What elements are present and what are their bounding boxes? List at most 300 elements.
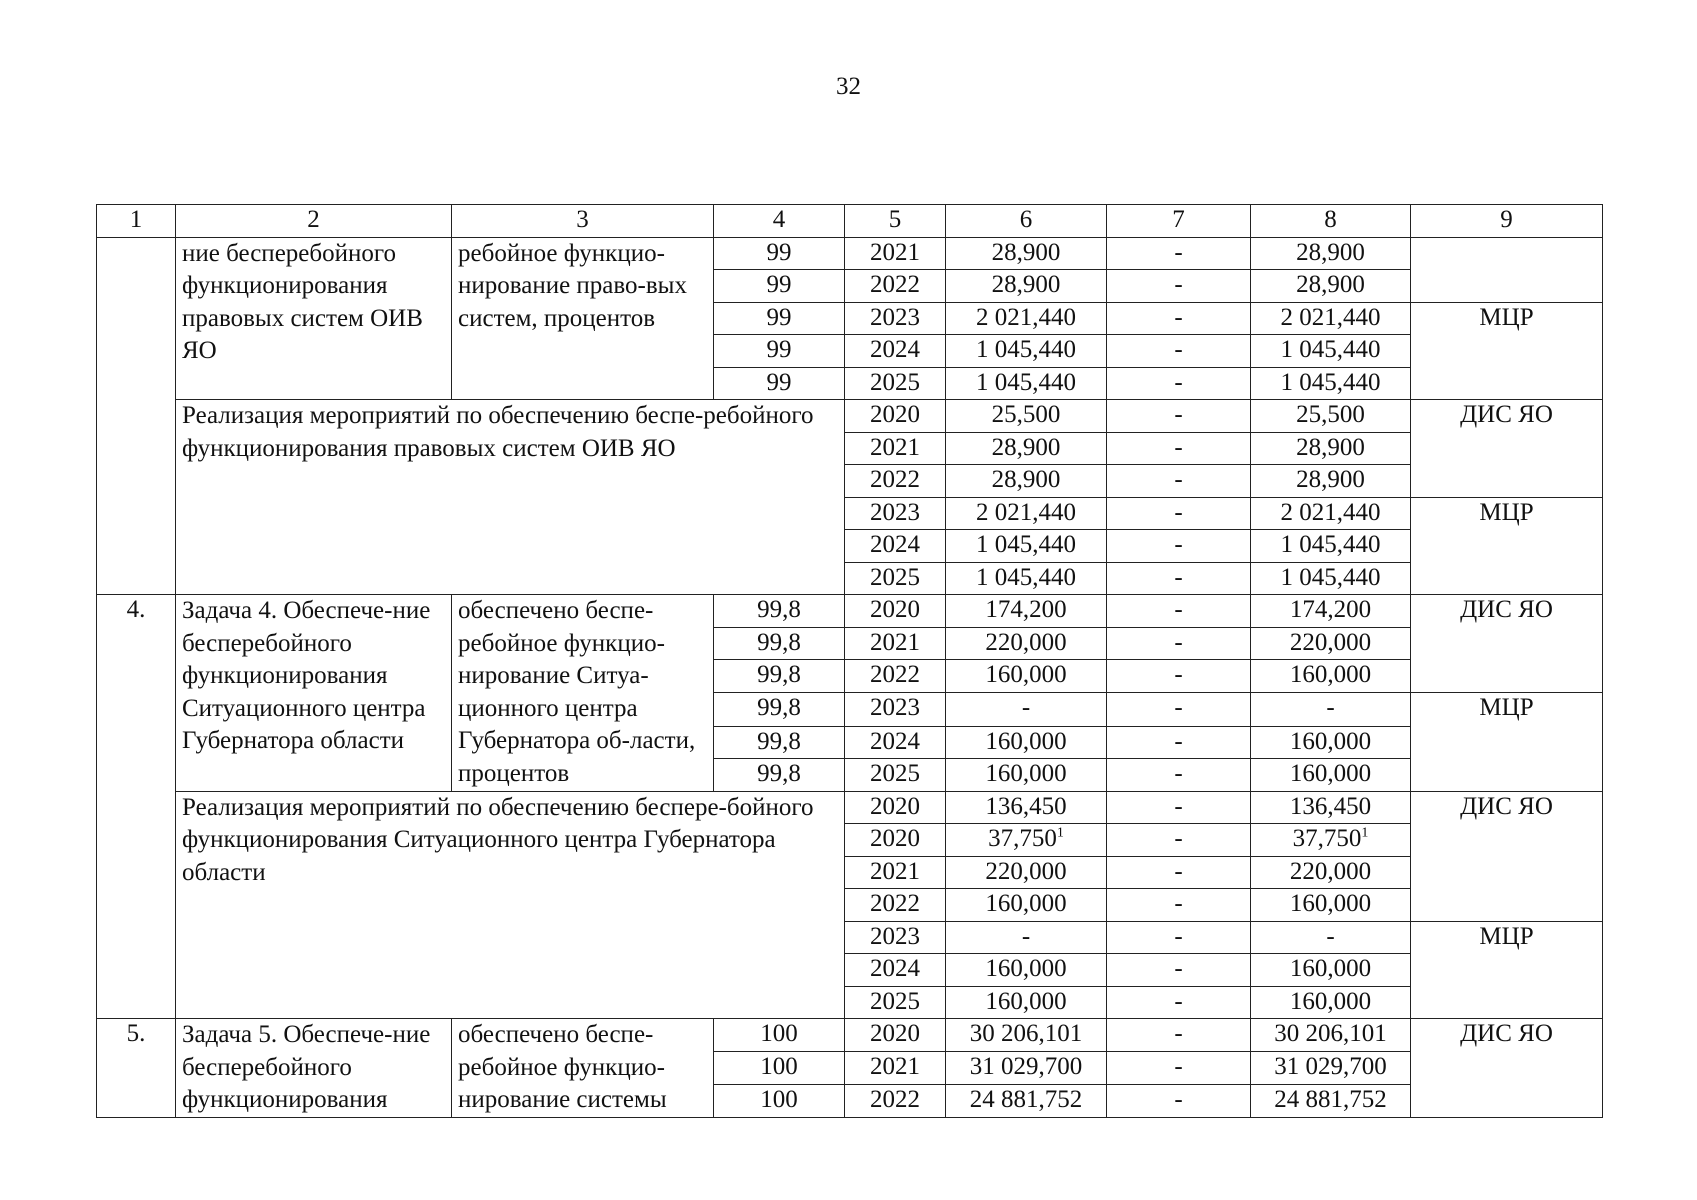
- target-cell: [714, 335, 845, 368]
- total-cell-text: 28,900: [991, 433, 1061, 461]
- total-cell: [946, 237, 1107, 270]
- year-cell: [845, 1084, 946, 1117]
- goal-cell-text: ние бесперебойного функционирования правовых систем ОИВ ЯО: [182, 239, 423, 365]
- federal-cell: [1107, 660, 1251, 693]
- header-cell-3: [452, 205, 714, 238]
- indicator-cell: [452, 1019, 714, 1118]
- executor-cell: [1411, 302, 1603, 400]
- regional-cell: [1251, 759, 1411, 792]
- executor-cell: [1411, 497, 1603, 595]
- header-cell-7: [1107, 205, 1251, 238]
- target-cell-text: 99,8: [757, 727, 801, 755]
- regional-cell: [1251, 530, 1411, 563]
- footnote-mark: 1: [1361, 825, 1369, 841]
- executor-cell-text: ДИС ЯО: [1460, 1020, 1553, 1048]
- year-cell: [845, 1051, 946, 1084]
- activity-cell-text: Реализация мероприятий по обеспечению беспе-ребойного функционирования правовых систем ОИВ ЯО: [182, 402, 814, 462]
- year-cell-text: 2024: [870, 727, 920, 755]
- total-cell: [946, 726, 1107, 759]
- year-cell-text: 2021: [870, 433, 920, 461]
- year-cell: [845, 889, 946, 922]
- year-cell-text: 2022: [870, 466, 920, 493]
- executor-cell-text: МЦР: [1479, 922, 1534, 950]
- total-cell: [946, 1019, 1107, 1052]
- federal-cell-text: -: [1174, 792, 1183, 820]
- year-cell: [845, 432, 946, 465]
- year-cell: [845, 497, 946, 530]
- regional-cell-text: 28,900: [1296, 466, 1365, 493]
- header-cell-9-text: 9: [1500, 206, 1513, 233]
- total-cell: [946, 889, 1107, 922]
- year-cell-text: 2023: [870, 303, 920, 331]
- total-cell-text: -: [1021, 693, 1031, 721]
- year-cell: [845, 367, 946, 400]
- regional-cell: [1251, 1084, 1411, 1117]
- federal-cell: [1107, 1051, 1251, 1084]
- year-cell-text: 2024: [870, 955, 920, 983]
- year-cell-text: 2023: [870, 498, 920, 526]
- federal-cell-text: -: [1174, 693, 1183, 721]
- total-cell-text: 174,200: [985, 596, 1067, 623]
- header-cell-6-text: 6: [1019, 206, 1033, 233]
- year-cell-text: 2020: [870, 401, 920, 428]
- year-cell: [845, 692, 946, 726]
- regional-cell: [1251, 986, 1411, 1019]
- total-cell: [946, 302, 1107, 335]
- federal-cell: [1107, 400, 1251, 433]
- federal-cell: [1107, 759, 1251, 792]
- year-cell-text: 2025: [870, 563, 920, 591]
- total-cell: [946, 986, 1107, 1019]
- federal-cell-text: -: [1174, 401, 1183, 428]
- federal-cell: [1107, 921, 1251, 954]
- total-cell-text: 160,000: [985, 727, 1067, 755]
- total-cell-text: -: [1021, 922, 1031, 950]
- federal-cell-text: -: [1174, 466, 1183, 493]
- header-cell-2-text: 2: [307, 206, 320, 233]
- regional-cell: [1251, 497, 1411, 530]
- federal-cell: [1107, 986, 1251, 1019]
- executor-cell: [1411, 237, 1603, 302]
- total-cell: [946, 954, 1107, 987]
- federal-cell: [1107, 302, 1251, 335]
- target-cell: [714, 595, 845, 628]
- year-cell: [845, 562, 946, 595]
- regional-cell: [1251, 595, 1411, 628]
- federal-cell: [1107, 726, 1251, 759]
- total-cell-text: 25,500: [991, 401, 1061, 428]
- regional-cell-text: -: [1326, 922, 1335, 950]
- executor-cell: [1411, 692, 1603, 791]
- total-cell-text: 160,000: [985, 955, 1067, 983]
- federal-cell: [1107, 270, 1251, 303]
- target-cell-text: 99: [766, 271, 792, 298]
- regional-cell-text: 1 045,440: [1280, 563, 1381, 591]
- header-cell-9: [1411, 205, 1603, 238]
- year-cell: [845, 595, 946, 628]
- total-cell-text: 24 881,752: [969, 1085, 1083, 1113]
- footnote-mark: 1: [1056, 825, 1064, 841]
- total-cell: [946, 432, 1107, 465]
- year-cell: [845, 302, 946, 335]
- regional-cell-text: 220,000: [1289, 857, 1372, 885]
- total-cell: [946, 562, 1107, 595]
- year-cell: [845, 1019, 946, 1052]
- header-cell-6: [946, 205, 1107, 238]
- federal-cell-text: -: [1174, 531, 1183, 558]
- year-cell-text: 2021: [870, 1052, 920, 1080]
- program-table: [96, 204, 1603, 1118]
- executor-cell-text: ДИС ЯО: [1460, 596, 1553, 623]
- regional-cell: [1251, 889, 1411, 922]
- federal-cell-text: -: [1174, 1085, 1183, 1113]
- regional-cell: [1251, 921, 1411, 954]
- target-cell-text: 99,8: [757, 693, 801, 721]
- regional-cell-text: 220,000: [1289, 628, 1372, 656]
- target-cell-text: 100: [760, 1052, 798, 1080]
- federal-cell: [1107, 465, 1251, 498]
- executor-cell-text: ДИС ЯО: [1460, 792, 1553, 820]
- header-cell-5: [845, 205, 946, 238]
- total-cell: [946, 335, 1107, 368]
- federal-cell: [1107, 595, 1251, 628]
- table-row: [97, 595, 1603, 628]
- target-cell: [714, 367, 845, 400]
- item-number-cell: [97, 595, 176, 1019]
- federal-cell-text: -: [1174, 825, 1183, 853]
- federal-cell-text: -: [1174, 238, 1183, 266]
- federal-cell: [1107, 562, 1251, 595]
- year-cell-text: 2022: [870, 271, 920, 298]
- item-number-cell-text: 4.: [126, 596, 146, 623]
- federal-cell-text: -: [1174, 596, 1183, 623]
- year-cell-text: 2021: [870, 857, 920, 885]
- federal-cell: [1107, 432, 1251, 465]
- table-row: [97, 237, 1603, 270]
- table-row: [97, 400, 1603, 433]
- regional-cell: [1251, 237, 1411, 270]
- federal-cell: [1107, 627, 1251, 660]
- activity-cell: [176, 791, 845, 1019]
- total-cell: [946, 921, 1107, 954]
- header-cell-5-text: 5: [888, 206, 902, 233]
- total-cell: [946, 692, 1107, 726]
- target-cell: [714, 692, 845, 726]
- regional-cell: [1251, 692, 1411, 726]
- total-cell-text: 160,000: [985, 987, 1067, 1015]
- goal-cell-text: Задача 4. Обеспече-ние бесперебойного функционирования Ситуационного центра Губернатора области: [182, 597, 431, 755]
- year-cell-text: 2020: [870, 825, 920, 853]
- target-cell: [714, 627, 845, 660]
- regional-cell-text: 2 021,440: [1280, 498, 1381, 526]
- federal-cell-text: -: [1174, 433, 1183, 461]
- indicator-cell-text: обеспечено беспе-ребойное функцио-нирование Ситуа-ционного центра Губернатора об-ласти, процентов: [458, 597, 696, 787]
- federal-cell-text: -: [1174, 1052, 1183, 1080]
- year-cell: [845, 530, 946, 563]
- year-cell: [845, 237, 946, 270]
- total-cell: [946, 530, 1107, 563]
- year-cell-text: 2025: [870, 368, 920, 396]
- regional-cell-text: 37,750: [1292, 825, 1362, 853]
- year-cell: [845, 660, 946, 693]
- regional-cell: [1251, 432, 1411, 465]
- year-cell: [845, 954, 946, 987]
- federal-cell: [1107, 889, 1251, 922]
- year-cell-text: 2025: [870, 760, 920, 788]
- federal-cell: [1107, 335, 1251, 368]
- regional-cell: [1251, 367, 1411, 400]
- year-cell-text: 2023: [870, 693, 920, 721]
- total-cell-text: 160,000: [985, 661, 1067, 688]
- year-cell: [845, 726, 946, 759]
- year-cell-text: 2025: [870, 987, 920, 1015]
- federal-cell-text: -: [1174, 368, 1183, 396]
- executor-cell-text: МЦР: [1479, 693, 1534, 721]
- target-cell-text: 99,8: [757, 760, 801, 788]
- federal-cell-text: -: [1174, 1020, 1183, 1048]
- regional-cell-text: -: [1326, 693, 1335, 721]
- year-cell: [845, 921, 946, 954]
- year-cell-text: 2020: [870, 792, 920, 820]
- year-cell-text: 2021: [870, 238, 920, 266]
- federal-cell-text: -: [1174, 987, 1183, 1015]
- total-cell: [946, 400, 1107, 433]
- regional-cell: [1251, 465, 1411, 498]
- item-number-cell: [97, 237, 176, 595]
- total-cell: [946, 497, 1107, 530]
- total-cell: [946, 595, 1107, 628]
- regional-cell-text: 174,200: [1289, 596, 1372, 623]
- federal-cell-text: -: [1174, 727, 1183, 755]
- federal-cell: [1107, 954, 1251, 987]
- regional-cell-text: 160,000: [1289, 890, 1372, 918]
- year-cell-text: 2021: [870, 628, 920, 656]
- target-cell: [714, 726, 845, 759]
- federal-cell: [1107, 824, 1251, 857]
- total-cell: [946, 627, 1107, 660]
- total-cell-text: 2 021,440: [976, 303, 1076, 331]
- target-cell-text: 99,8: [757, 661, 801, 688]
- year-cell: [845, 627, 946, 660]
- target-cell: [714, 302, 845, 335]
- item-number-cell-text: 5.: [126, 1020, 146, 1048]
- year-cell-text: 2023: [870, 922, 920, 950]
- executor-cell-text: ДИС ЯО: [1460, 401, 1553, 428]
- total-cell: [946, 1084, 1107, 1117]
- header-cell-1: [97, 205, 176, 238]
- target-cell: [714, 759, 845, 792]
- total-cell-text: 1 045,440: [976, 336, 1076, 363]
- regional-cell: [1251, 1051, 1411, 1084]
- goal-cell-text: Задача 5. Обеспече-ние бесперебойного функционирования: [182, 1021, 431, 1114]
- total-cell-text: 28,900: [991, 466, 1061, 493]
- total-cell-text: 28,900: [991, 271, 1061, 298]
- regional-cell: [1251, 302, 1411, 335]
- federal-cell-text: -: [1174, 271, 1183, 298]
- total-cell: [946, 759, 1107, 792]
- target-cell-text: 99: [766, 336, 792, 363]
- target-cell-text: 99: [766, 368, 792, 396]
- federal-cell: [1107, 1084, 1251, 1117]
- executor-cell: [1411, 791, 1603, 921]
- total-cell: [946, 465, 1107, 498]
- target-cell: [714, 270, 845, 303]
- total-cell: [946, 367, 1107, 400]
- header-cell-2: [176, 205, 452, 238]
- target-cell: [714, 660, 845, 693]
- indicator-cell-text: ребойное функцио-нирование право-вых систем, процентов: [458, 239, 687, 332]
- target-cell: [714, 1051, 845, 1084]
- executor-cell: [1411, 1019, 1603, 1118]
- total-cell-text: 220,000: [985, 628, 1067, 656]
- federal-cell: [1107, 692, 1251, 726]
- year-cell: [845, 856, 946, 889]
- regional-cell: [1251, 856, 1411, 889]
- total-cell-text: 31 029,700: [969, 1052, 1083, 1080]
- total-cell: [946, 660, 1107, 693]
- year-cell: [845, 270, 946, 303]
- regional-cell: [1251, 562, 1411, 595]
- regional-cell-text: 160,000: [1289, 987, 1372, 1015]
- federal-cell-text: -: [1174, 890, 1183, 918]
- regional-cell: [1251, 1019, 1411, 1052]
- goal-cell: [176, 1019, 452, 1118]
- year-cell: [845, 824, 946, 857]
- total-cell-text: 1 045,440: [976, 368, 1076, 396]
- regional-cell: [1251, 270, 1411, 303]
- target-cell-text: 99,8: [757, 596, 801, 623]
- table-row: [97, 791, 1603, 824]
- indicator-cell: [452, 595, 714, 792]
- federal-cell: [1107, 791, 1251, 824]
- federal-cell-text: -: [1174, 760, 1183, 788]
- regional-cell-text: 2 021,440: [1280, 303, 1381, 331]
- regional-cell: [1251, 335, 1411, 368]
- item-number-cell: [97, 1019, 176, 1118]
- federal-cell: [1107, 367, 1251, 400]
- regional-cell-text: 1 045,440: [1280, 368, 1381, 396]
- header-cell-8: [1251, 205, 1411, 238]
- regional-cell: [1251, 660, 1411, 693]
- header-row: [97, 205, 1603, 238]
- federal-cell-text: -: [1174, 922, 1183, 950]
- federal-cell-text: -: [1174, 563, 1183, 591]
- federal-cell: [1107, 530, 1251, 563]
- regional-cell-text: 24 881,752: [1274, 1085, 1387, 1113]
- federal-cell-text: -: [1174, 955, 1183, 983]
- indicator-cell-text: обеспечено беспе-ребойное функцио-нирование системы: [458, 1021, 667, 1114]
- indicator-cell: [452, 237, 714, 400]
- regional-cell-text: 25,500: [1296, 401, 1365, 428]
- federal-cell-text: -: [1174, 661, 1183, 688]
- target-cell-text: 99: [766, 303, 792, 331]
- target-cell-text: 99,8: [757, 628, 801, 656]
- year-cell-text: 2020: [870, 1020, 920, 1048]
- regional-cell: [1251, 954, 1411, 987]
- total-cell: [946, 856, 1107, 889]
- total-cell: [946, 1051, 1107, 1084]
- total-cell: [946, 270, 1107, 303]
- year-cell: [845, 759, 946, 792]
- regional-cell: [1251, 726, 1411, 759]
- regional-cell-text: 28,900: [1296, 271, 1365, 298]
- year-cell: [845, 400, 946, 433]
- regional-cell-text: 160,000: [1289, 661, 1372, 688]
- table-row: [97, 1019, 1603, 1052]
- regional-cell: [1251, 627, 1411, 660]
- regional-cell-text: 1 045,440: [1280, 531, 1381, 558]
- year-cell-text: 2022: [870, 890, 920, 918]
- executor-cell: [1411, 400, 1603, 498]
- federal-cell-text: -: [1174, 303, 1183, 331]
- regional-cell-text: 28,900: [1296, 238, 1365, 266]
- target-cell: [714, 1084, 845, 1117]
- total-cell-text: 1 045,440: [976, 563, 1076, 591]
- federal-cell: [1107, 497, 1251, 530]
- activity-cell: [176, 400, 845, 595]
- regional-cell-text: 31 029,700: [1274, 1052, 1387, 1080]
- regional-cell: [1251, 824, 1411, 857]
- regional-cell-text: 30 206,101: [1274, 1020, 1387, 1048]
- year-cell-text: 2022: [870, 661, 920, 688]
- total-cell-text: 1 045,440: [976, 531, 1076, 558]
- total-cell-text: 220,000: [985, 857, 1067, 885]
- goal-cell: [176, 595, 452, 792]
- total-cell: [946, 824, 1107, 857]
- year-cell-text: 2020: [870, 596, 920, 623]
- regional-cell-text: 136,450: [1289, 792, 1372, 820]
- year-cell: [845, 791, 946, 824]
- regional-cell-text: 160,000: [1289, 727, 1372, 755]
- regional-cell: [1251, 791, 1411, 824]
- header-cell-4: [714, 205, 845, 238]
- year-cell: [845, 335, 946, 368]
- header-cell-8-text: 8: [1324, 206, 1337, 233]
- page-number: 32: [836, 73, 861, 100]
- target-cell-text: 99: [766, 238, 792, 266]
- target-cell: [714, 1019, 845, 1052]
- regional-cell-text: 160,000: [1289, 955, 1372, 983]
- year-cell: [845, 465, 946, 498]
- header-cell-7-text: 7: [1172, 206, 1185, 233]
- total-cell-text: 136,450: [985, 792, 1067, 820]
- federal-cell-text: -: [1174, 498, 1183, 526]
- federal-cell-text: -: [1174, 628, 1183, 656]
- executor-cell-text: МЦР: [1479, 303, 1534, 331]
- header-cell-4-text: 4: [772, 206, 786, 233]
- federal-cell-text: -: [1174, 336, 1183, 363]
- year-cell-text: 2024: [870, 336, 920, 363]
- target-cell-text: 100: [760, 1020, 798, 1048]
- total-cell-text: 37,750: [988, 825, 1057, 853]
- total-cell-text: 28,900: [991, 238, 1061, 266]
- target-cell: [714, 237, 845, 270]
- regional-cell-text: 1 045,440: [1280, 336, 1381, 363]
- federal-cell-text: -: [1174, 857, 1183, 885]
- total-cell-text: 160,000: [985, 760, 1067, 788]
- executor-cell-text: МЦР: [1479, 498, 1534, 526]
- activity-cell-text: Реализация мероприятий по обеспечению беспере-бойного функционирования Ситуационного центра Губернатора области: [182, 793, 814, 886]
- total-cell-text: 2 021,440: [976, 498, 1076, 526]
- regional-cell: [1251, 400, 1411, 433]
- goal-cell: [176, 237, 452, 400]
- federal-cell: [1107, 856, 1251, 889]
- federal-cell: [1107, 237, 1251, 270]
- header-cell-1-text: 1: [129, 206, 143, 233]
- header-cell-3-text: 3: [576, 206, 589, 233]
- total-cell: [946, 791, 1107, 824]
- federal-cell: [1107, 1019, 1251, 1052]
